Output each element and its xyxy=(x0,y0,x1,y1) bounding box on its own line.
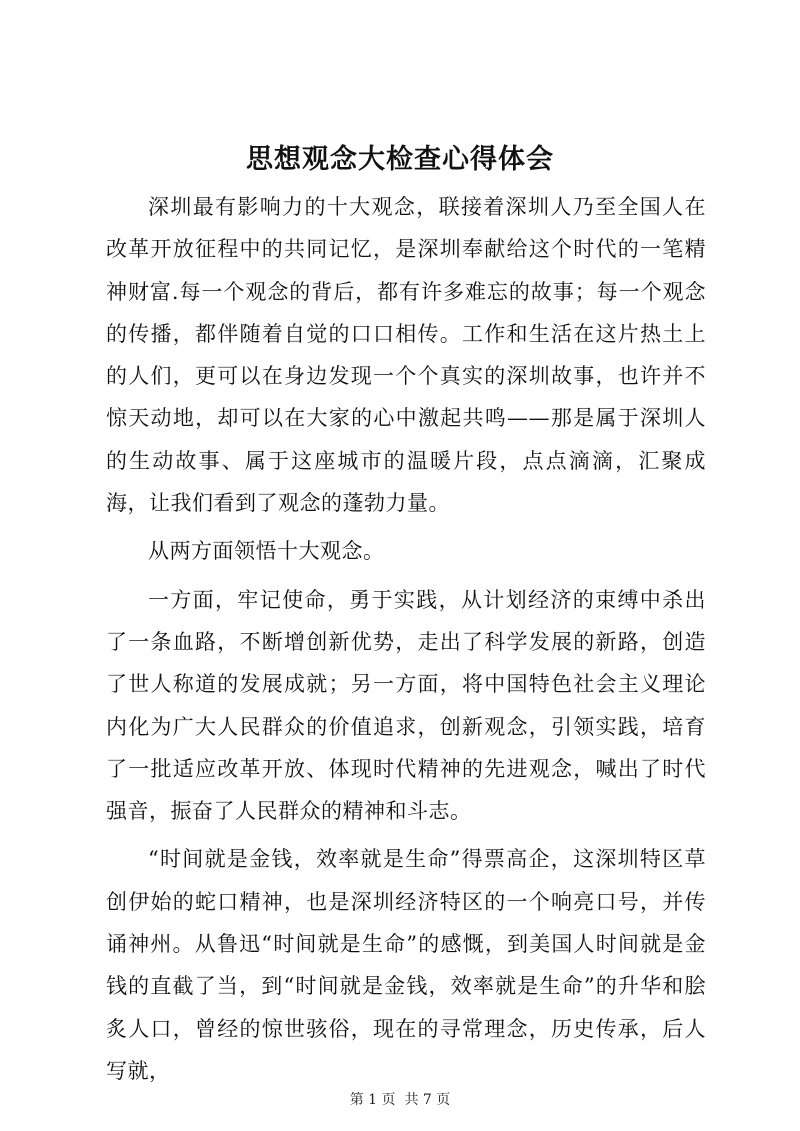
page-total: 共 7 页 xyxy=(404,1092,451,1108)
document-body xyxy=(106,186,706,1092)
paragraph-3: 一方面，牢记使命，勇于实践，从计划经济的束缚中杀出了一条血路，不断增创新优势，走出了科学发展的新路，创造了世人称道的发展成就；另一方面，将中国特色社会主义理论内化为广大人民群众的价值追求，创新观念，引领实践，培育了一批适应改革开放、体现时代精神的先进观念，喊出了时代强音，振奋了人民群众的精神和斗志。 xyxy=(106,587,706,824)
page-number: 第 1 页 xyxy=(349,1092,396,1108)
paragraph-1: 深圳最有影响力的十大观念，联接着深圳人乃至全国人在改革开放征程中的共同记忆，是深圳奉献给这个时代的一笔精神财富.每一个观念的背后，都有许多难忘的故事；每一个观念的传播，都伴随着自觉的口口相传。工作和生活在这片热土上的人们，更可以在身边发现一个个真实的深圳故事，也许并不惊天动地，却可以在大家的心中激起共鸣——那是属于深圳人的生动故事、属于这座城市的温暖片段，点点滴滴，汇聚成海，让我们看到了观念的蓬勃力量。 xyxy=(106,195,706,516)
paragraph-4: “时间就是金钱，效率就是生命”得票高企，这深圳特区草创伊始的蛇口精神，也是深圳经济特区的一个响亮口号，并传诵神州。从鲁迅“时间就是生命”的感慨，到美国人时间就是金钱的直截了当，到“时间就是金钱，效率就是生命”的升华和脍炙人口，曾经的惊世骇俗，现在的寻常理念，历史传承，后人写就， xyxy=(106,847,706,1083)
page-footer xyxy=(0,1090,800,1110)
paragraph-2: 从两方面领悟十大观念。 xyxy=(148,539,385,564)
document-title: 思想观念大检查心得体会 xyxy=(246,144,554,175)
